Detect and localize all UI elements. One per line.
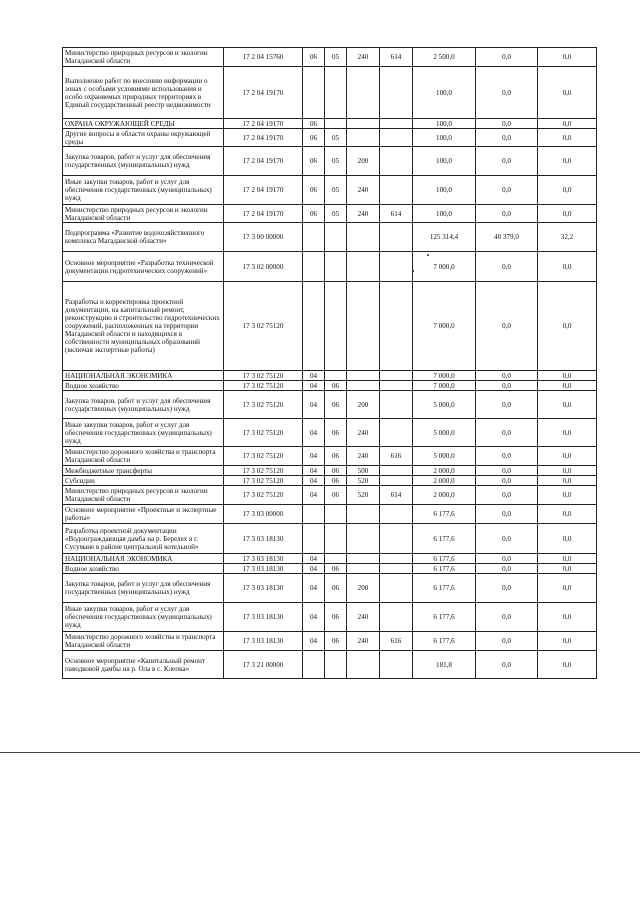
row-name: Основное мероприятие «Проектные и экспертные работы»	[63, 505, 224, 524]
expense-type-code	[347, 554, 380, 564]
table-row	[63, 252, 597, 282]
section-code	[303, 67, 325, 119]
subsection-code	[325, 651, 347, 679]
ministry-code	[380, 466, 413, 476]
ministry-code	[380, 603, 413, 632]
expense-type-code: 240	[347, 48, 380, 67]
subsection-code	[325, 554, 347, 564]
target-article-code: 17 2 04 15760	[224, 48, 303, 67]
table-row	[63, 574, 597, 603]
expense-type-code: 240	[347, 447, 380, 466]
subsection-code: 06	[325, 419, 347, 447]
scan-speck	[427, 254, 429, 256]
amount-executed: 0,0	[476, 505, 538, 524]
table-row	[63, 419, 597, 447]
percent-executed: 0,0	[538, 371, 597, 381]
amount-executed: 0,0	[476, 205, 538, 223]
table-row	[63, 282, 597, 371]
ministry-code: 616	[380, 447, 413, 466]
row-name: Подпрограмма «Развитие водохозяйственного комплекса Магаданской области»	[63, 223, 224, 252]
amount-executed: 0,0	[476, 129, 538, 147]
expense-type-code: 200	[347, 147, 380, 176]
table-row	[63, 391, 597, 419]
section-code: 06	[303, 119, 325, 129]
target-article-code: 17 2 04 19170	[224, 119, 303, 129]
expense-type-code	[347, 381, 380, 391]
ministry-code	[380, 564, 413, 574]
row-name: Министерство дорожного хозяйства и транспорта Магаданской области	[63, 632, 224, 651]
amount-plan: 100,0	[413, 147, 476, 176]
subsection-code: 06	[325, 447, 347, 466]
percent-executed: 0,0	[538, 466, 597, 476]
section-code	[303, 524, 325, 554]
expense-type-code	[347, 282, 380, 371]
subsection-code: 06	[325, 476, 347, 486]
subsection-code: 06	[325, 381, 347, 391]
table-row	[63, 505, 597, 524]
amount-executed: 0,0	[476, 252, 538, 282]
section-code: 04	[303, 574, 325, 603]
amount-plan: 5 000,0	[413, 447, 476, 466]
table-row	[63, 632, 597, 651]
subsection-code: 06	[325, 574, 347, 603]
target-article-code: 17 3 03 18130	[224, 554, 303, 564]
subsection-code: 05	[325, 147, 347, 176]
ministry-code	[380, 554, 413, 564]
expense-type-code: 520	[347, 486, 380, 505]
amount-plan: 100,0	[413, 205, 476, 223]
subsection-code: 06	[325, 564, 347, 574]
amount-plan: 6 177,6	[413, 505, 476, 524]
amount-plan: 2 500,0	[413, 48, 476, 67]
subsection-code	[325, 252, 347, 282]
amount-executed: 0,0	[476, 476, 538, 486]
row-name: Основное мероприятие «Разработка технической документации гидротехнических сооружений»	[63, 252, 224, 282]
expense-type-code: 200	[347, 391, 380, 419]
section-code	[303, 505, 325, 524]
section-code: 06	[303, 129, 325, 147]
amount-plan: 100,0	[413, 176, 476, 205]
subsection-code	[325, 505, 347, 524]
percent-executed: 0,0	[538, 391, 597, 419]
section-code	[303, 282, 325, 371]
subsection-code	[325, 223, 347, 252]
target-article-code: 17 3 03 18130	[224, 564, 303, 574]
ministry-code	[380, 476, 413, 486]
amount-executed: 0,0	[476, 176, 538, 205]
row-name: Министерство дорожного хозяйства и транспорта Магаданской области	[63, 447, 224, 466]
table-row	[63, 371, 597, 381]
percent-executed: 0,0	[538, 554, 597, 564]
amount-executed: 0,0	[476, 524, 538, 554]
subsection-code	[325, 282, 347, 371]
row-name: Субсидии	[63, 476, 224, 486]
amount-plan: 5 000,0	[413, 391, 476, 419]
table-row	[63, 129, 597, 147]
amount-executed: 0,0	[476, 67, 538, 119]
table-row	[63, 119, 597, 129]
table-row	[63, 48, 597, 67]
target-article-code: 17 3 02 75120	[224, 476, 303, 486]
amount-plan: 6 177,6	[413, 564, 476, 574]
section-code	[303, 223, 325, 252]
section-code	[303, 651, 325, 679]
amount-executed: 0,0	[476, 119, 538, 129]
row-name: Закупка товаров, работ и услуг для обеспечения государственных (муниципальных) нужд	[63, 574, 224, 603]
ministry-code	[380, 651, 413, 679]
percent-executed: 0,0	[538, 651, 597, 679]
table-row	[63, 466, 597, 476]
target-article-code: 17 3 03 18130	[224, 632, 303, 651]
subsection-code	[325, 524, 347, 554]
amount-plan: 6 177,6	[413, 632, 476, 651]
target-article-code: 17 3 02 75120	[224, 447, 303, 466]
section-code: 04	[303, 447, 325, 466]
expense-type-code	[347, 67, 380, 119]
percent-executed: 0,0	[538, 67, 597, 119]
ministry-code	[380, 391, 413, 419]
table-row	[63, 651, 597, 679]
amount-plan: 100,0	[413, 129, 476, 147]
target-article-code: 17 3 03 18130	[224, 524, 303, 554]
target-article-code: 17 2 04 19170	[224, 176, 303, 205]
ministry-code	[380, 129, 413, 147]
ministry-code	[380, 371, 413, 381]
amount-plan: 2 000,0	[413, 466, 476, 476]
amount-executed: 0,0	[476, 574, 538, 603]
amount-plan: 6 177,6	[413, 603, 476, 632]
row-name: Разработка проектной документации «Водоограждающая дамба на р. Берелех в г. Сусумане в районе центральной котельной»	[63, 524, 224, 554]
target-article-code: 17 3 02 00000	[224, 252, 303, 282]
amount-executed: 0,0	[476, 603, 538, 632]
target-article-code: 17 3 21 00000	[224, 651, 303, 679]
section-code: 04	[303, 554, 325, 564]
amount-plan: 125 314,4	[413, 223, 476, 252]
row-name: ОХРАНА ОКРУЖАЮЩЕЙ СРЕДЫ	[63, 119, 224, 129]
subsection-code: 05	[325, 129, 347, 147]
subsection-code	[325, 67, 347, 119]
target-article-code: 17 2 04 19170	[224, 129, 303, 147]
percent-executed: 0,0	[538, 129, 597, 147]
subsection-code: 05	[325, 48, 347, 67]
row-name: Иные закупки товаров, работ и услуг для обеспечения государственных (муниципальных) нужд	[63, 176, 224, 205]
percent-executed: 32,2	[538, 223, 597, 252]
table-row	[63, 205, 597, 223]
amount-plan: 6 177,6	[413, 524, 476, 554]
row-name: Основное мероприятие «Капитальный ремонт паводковой дамбы на р. Ола в с. Клепка»	[63, 651, 224, 679]
target-article-code: 17 3 03 18130	[224, 574, 303, 603]
expense-type-code	[347, 651, 380, 679]
amount-plan: 100,0	[413, 119, 476, 129]
target-article-code: 17 2 04 19170	[224, 147, 303, 176]
expense-type-code: 240	[347, 419, 380, 447]
table-row	[63, 147, 597, 176]
row-name: Межбюджетные трансферты	[63, 466, 224, 476]
amount-plan: 5 000,0	[413, 419, 476, 447]
expense-type-code: 200	[347, 574, 380, 603]
row-name: Разработка и корректировка проектной документации, на капитальный ремонт, реконструкцию и строительство гидротехнических сооружений, расположенных на территории Магаданской области и находящихся в собственности муниципальных образований (включая экспертные работы)	[63, 282, 224, 371]
amount-plan: 7 000,0	[413, 381, 476, 391]
expense-type-code	[347, 371, 380, 381]
amount-executed: 0,0	[476, 554, 538, 564]
amount-executed: 0,0	[476, 282, 538, 371]
target-article-code: 17 3 03 00000	[224, 505, 303, 524]
amount-plan: 2 000,0	[413, 476, 476, 486]
table-row	[63, 67, 597, 119]
percent-executed: 0,0	[538, 486, 597, 505]
table-row	[63, 524, 597, 554]
ministry-code	[380, 119, 413, 129]
percent-executed: 0,0	[538, 119, 597, 129]
percent-executed: 0,0	[538, 176, 597, 205]
amount-executed: 0,0	[476, 651, 538, 679]
ministry-code	[380, 67, 413, 119]
ministry-code	[380, 282, 413, 371]
expense-type-code: 520	[347, 476, 380, 486]
expense-type-code: 240	[347, 205, 380, 223]
amount-executed: 0,0	[476, 419, 538, 447]
target-article-code: 17 3 02 75120	[224, 381, 303, 391]
amount-plan: 7 000,0	[413, 282, 476, 371]
section-code: 04	[303, 381, 325, 391]
row-name: Министерство природных ресурсов и экологии Магаданской области	[63, 48, 224, 67]
row-name: Министерство природных ресурсов и экологии Магаданской области	[63, 486, 224, 505]
expense-type-code	[347, 252, 380, 282]
row-name: Закупка товаров, работ и услуг для обеспечения государственных (муниципальных) нужд	[63, 147, 224, 176]
ministry-code	[380, 381, 413, 391]
section-code: 04	[303, 419, 325, 447]
amount-executed: 0,0	[476, 632, 538, 651]
target-article-code: 17 3 03 18130	[224, 603, 303, 632]
row-name: Иные закупки товаров, работ и услуг для обеспечения государственных (муниципальных) нужд	[63, 419, 224, 447]
percent-executed: 0,0	[538, 574, 597, 603]
amount-executed: 40 379,0	[476, 223, 538, 252]
percent-executed: 0,0	[538, 564, 597, 574]
row-name: НАЦИОНАЛЬНАЯ ЭКОНОМИКА	[63, 371, 224, 381]
ministry-code: 614	[380, 48, 413, 67]
expense-type-code: 240	[347, 603, 380, 632]
amount-executed: 0,0	[476, 48, 538, 67]
row-name: Другие вопросы в области охраны окружающей среды	[63, 129, 224, 147]
subsection-code: 06	[325, 486, 347, 505]
percent-executed: 0,0	[538, 48, 597, 67]
table-row	[63, 381, 597, 391]
percent-executed: 0,0	[538, 603, 597, 632]
table-row	[63, 554, 597, 564]
expense-type-code	[347, 119, 380, 129]
subsection-code: 05	[325, 176, 347, 205]
ministry-code	[380, 524, 413, 554]
percent-executed: 0,0	[538, 505, 597, 524]
ministry-code: 616	[380, 632, 413, 651]
percent-executed: 0,0	[538, 632, 597, 651]
amount-plan: 181,8	[413, 651, 476, 679]
subsection-code: 06	[325, 391, 347, 419]
row-name: Закупка товаров, работ и услуг для обеспечения государственных (муниципальных) нужд	[63, 391, 224, 419]
ministry-code: 614	[380, 205, 413, 223]
expense-type-code	[347, 505, 380, 524]
section-code: 06	[303, 176, 325, 205]
target-article-code: 17 3 02 75120	[224, 466, 303, 476]
percent-executed: 0,0	[538, 252, 597, 282]
ministry-code	[380, 223, 413, 252]
table-row	[63, 447, 597, 466]
percent-executed: 0,0	[538, 282, 597, 371]
section-code: 04	[303, 371, 325, 381]
table-row	[63, 476, 597, 486]
target-article-code: 17 3 02 75120	[224, 486, 303, 505]
percent-executed: 0,0	[538, 381, 597, 391]
subsection-code	[325, 119, 347, 129]
table-row	[63, 223, 597, 252]
amount-plan: 7 000,0	[413, 371, 476, 381]
ministry-code: 614	[380, 486, 413, 505]
amount-executed: 0,0	[476, 147, 538, 176]
section-code: 04	[303, 564, 325, 574]
percent-executed: 0,0	[538, 147, 597, 176]
section-code: 06	[303, 205, 325, 223]
percent-executed: 0,0	[538, 205, 597, 223]
subsection-code: 06	[325, 632, 347, 651]
section-code: 06	[303, 147, 325, 176]
target-article-code: 17 3 02 75120	[224, 391, 303, 419]
row-name: Иные закупки товаров, работ и услуг для обеспечения государственных (муниципальных) нужд	[63, 603, 224, 632]
ministry-code	[380, 176, 413, 205]
expense-type-code	[347, 129, 380, 147]
budget-table	[62, 47, 597, 679]
section-code: 04	[303, 603, 325, 632]
amount-executed: 0,0	[476, 381, 538, 391]
subsection-code	[325, 371, 347, 381]
amount-plan: 7 000,0	[413, 252, 476, 282]
amount-executed: 0,0	[476, 391, 538, 419]
section-code: 06	[303, 48, 325, 67]
target-article-code: 17 2 04 19170	[224, 67, 303, 119]
percent-executed: 0,0	[538, 419, 597, 447]
amount-executed: 0,0	[476, 466, 538, 476]
subsection-code: 06	[325, 603, 347, 632]
amount-executed: 0,0	[476, 564, 538, 574]
target-article-code: 17 3 02 75120	[224, 371, 303, 381]
section-code	[303, 252, 325, 282]
amount-plan: 6 177,6	[413, 574, 476, 603]
section-code: 04	[303, 466, 325, 476]
ministry-code	[380, 505, 413, 524]
section-code: 04	[303, 486, 325, 505]
expense-type-code: 500	[347, 466, 380, 476]
table-row	[63, 176, 597, 205]
percent-executed: 0,0	[538, 476, 597, 486]
table-row	[63, 486, 597, 505]
ministry-code	[380, 574, 413, 603]
expense-type-code	[347, 524, 380, 554]
amount-plan: 6 177,6	[413, 554, 476, 564]
target-article-code: 17 2 04 19170	[224, 205, 303, 223]
scan-speck	[413, 270, 414, 272]
budget-table-body	[63, 48, 597, 679]
row-name: Выполнение работ по внесению информации о зонах с особыми условиями использования и особо охраняемых природных территориях в Единый государственный реестр недвижимости	[63, 67, 224, 119]
section-code: 04	[303, 476, 325, 486]
ministry-code	[380, 252, 413, 282]
percent-executed: 0,0	[538, 524, 597, 554]
expense-type-code	[347, 564, 380, 574]
amount-executed: 0,0	[476, 371, 538, 381]
table-row	[63, 603, 597, 632]
amount-plan: 100,0	[413, 67, 476, 119]
page-bottom-rule	[0, 752, 640, 753]
target-article-code: 17 3 02 75120	[224, 282, 303, 371]
subsection-code: 05	[325, 205, 347, 223]
section-code: 04	[303, 391, 325, 419]
amount-executed: 0,0	[476, 486, 538, 505]
expense-type-code	[347, 223, 380, 252]
expense-type-code: 240	[347, 176, 380, 205]
section-code: 04	[303, 632, 325, 651]
amount-executed: 0,0	[476, 447, 538, 466]
row-name: Водное хозяйство	[63, 381, 224, 391]
target-article-code: 17 3 00 00000	[224, 223, 303, 252]
amount-plan: 2 000,0	[413, 486, 476, 505]
subsection-code: 06	[325, 466, 347, 476]
table-row	[63, 564, 597, 574]
target-article-code: 17 3 02 75120	[224, 419, 303, 447]
row-name: Водное хозяйство	[63, 564, 224, 574]
expense-type-code: 240	[347, 632, 380, 651]
row-name: НАЦИОНАЛЬНАЯ ЭКОНОМИКА	[63, 554, 224, 564]
ministry-code	[380, 419, 413, 447]
row-name: Министерство природных ресурсов и экологии Магаданской области	[63, 205, 224, 223]
percent-executed: 0,0	[538, 447, 597, 466]
ministry-code	[380, 147, 413, 176]
